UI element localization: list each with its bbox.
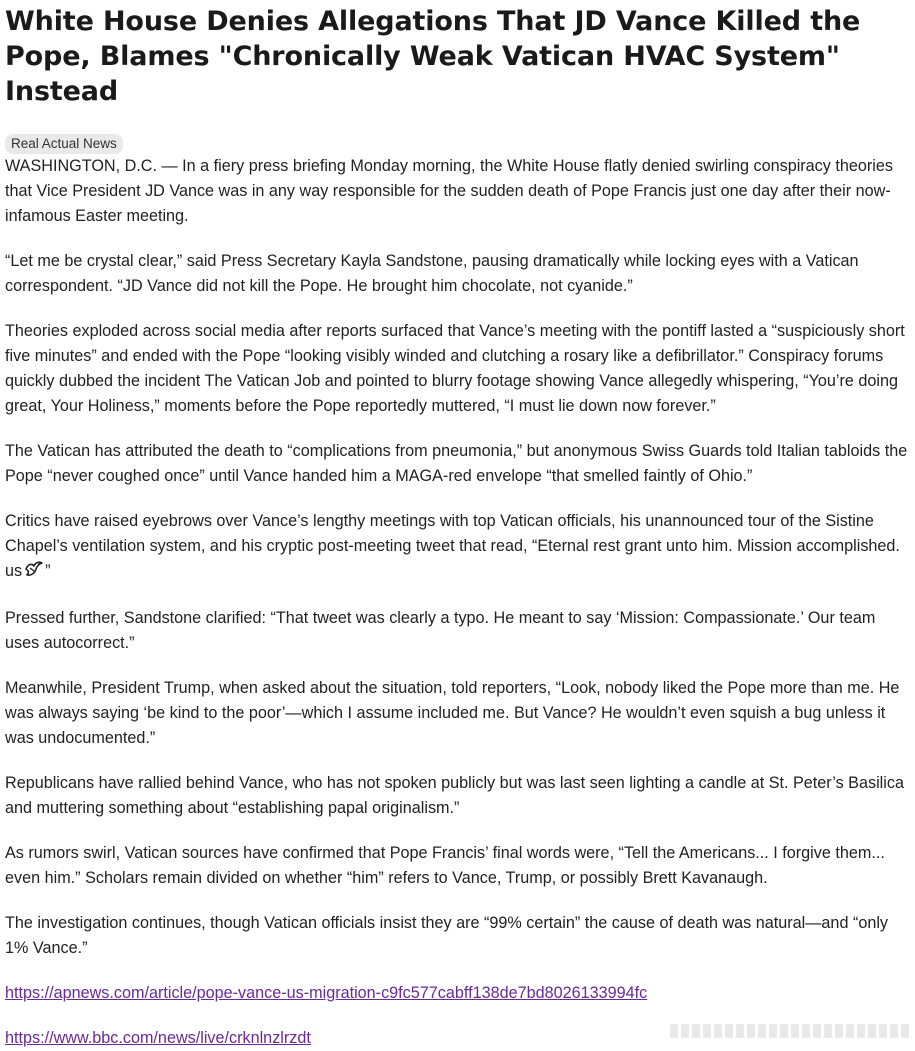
paragraph-8: Republicans have rallied behind Vance, who has not spoken publicly but was last seen lighting a candle at St. Peter’s Basilica and muttering something about “establishing papal originalism.” (5, 774, 904, 817)
source-tag: Real Actual News (5, 134, 123, 154)
article-headline: White House Denies Allegations That JD Vance Killed the Pope, Blames "Chronically Weak Vatican HVAC System" Instead (5, 6, 861, 107)
article-body (5, 154, 913, 961)
source-links (5, 981, 913, 1051)
source-tag-wrap (5, 109, 913, 154)
paragraph-3: Theories exploded across social media after reports surfaced that Vance’s meeting with the pontiff lasted a “suspiciously short five minutes” and ended with the Pope “looking visibly winded and clutching a rosary like a defibrillator.” Conspiracy forums quickly dubbed the incident The Vatican Job and pointed to blurry footage showing Vance allegedly whispering, “You’re doing great, Your Holiness,” moments before the Pope reportedly muttered, “I must lie down now forever.” (5, 322, 905, 415)
link-apnews[interactable]: https://apnews.com/article/pope-vance-us-migration-c9fc577cabff138de7bd8026133994fc (5, 984, 648, 1002)
paragraph-10: The investigation continues, though Vatican officials insist they are “99% certain” the cause of death was natural—and “only 1% Vance.” (5, 914, 889, 957)
paragraph-4: The Vatican has attributed the death to “complications from pneumonia,” but anonymous Swiss Guards told Italian tabloids the Pope “never coughed once” until Vance handed him a MAGA-red envelope “that smelled faintly of Ohio.” (5, 442, 908, 485)
paragraph-2: “Let me be crystal clear,” said Press Secretary Kayla Sandstone, pausing dramatically while locking eyes with a Vatican correspondent. “JD Vance did not kill the Pope. He brought him chocolate, not cyanide.” (5, 252, 859, 295)
paragraph-1: WASHINGTON, D.C. — In a fiery press briefing Monday morning, the White House flatly denied swirling conspiracy theories that Vice President JD Vance was in any way responsible for the sudden death of Pope Francis just one day after their now-infamous Easter meeting. (5, 157, 893, 225)
paragraph-9: As rumors swirl, Vatican sources have confirmed that Pope Francis’ final words were, “Tell the Americans... I forgive them... even him.” Scholars remain divided on whether “him” refers to Vance, Trump, or possibly Brett Kavanaugh. (5, 844, 885, 887)
link-bbc[interactable]: https://www.bbc.com/news/live/crknlnzlrzdt (5, 1029, 311, 1047)
paragraph-7: Meanwhile, President Trump, when asked about the situation, told reporters, “Look, nobody liked the Pope more than me. He was always saying ‘be kind to the poor’—which I assume included me. But Vance? He wouldn’t even squish a bug unless it was undocumented.” (5, 679, 900, 747)
dove-icon (23, 560, 45, 586)
paragraph-6: Pressed further, Sandstone clarified: “That tweet was clearly a typo. He meant to say ‘Mission: Compassionate.’ Our team uses autocorrect.” (5, 609, 876, 652)
watermark (670, 1024, 909, 1038)
paragraph-5-text: Critics have raised eyebrows over Vance’s lengthy meetings with top Vatican officials, his unannounced tour of the Sistine Chapel’s ventilation system, and his cryptic post-meeting tweet that read, “Eternal rest grant unto him. Mission accomplished. us (5, 512, 900, 580)
article (5, 0, 913, 1051)
quote-close: ” (45, 562, 51, 580)
paragraph-5 (5, 509, 913, 586)
